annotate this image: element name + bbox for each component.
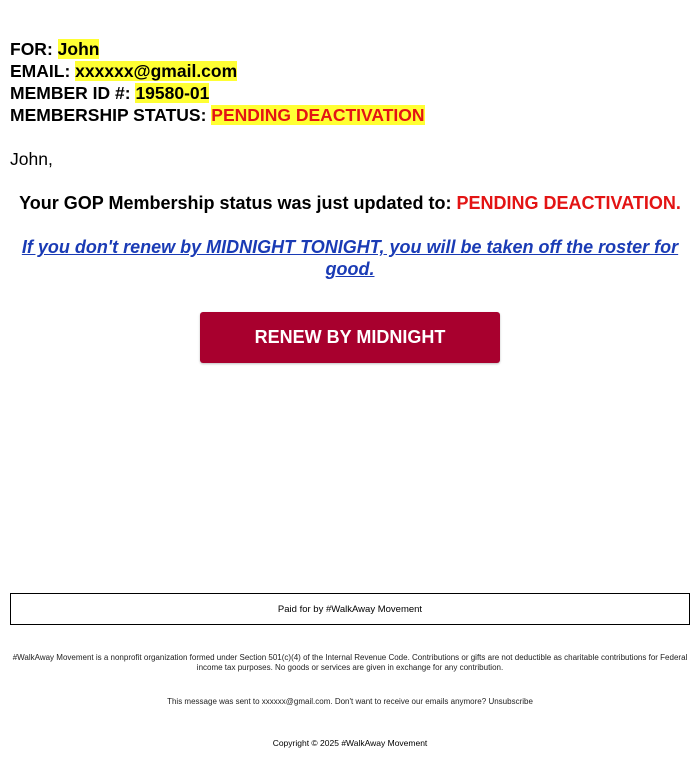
- email-label: EMAIL:: [10, 61, 71, 81]
- status-update-value: PENDING DEACTIVATION.: [456, 193, 681, 213]
- for-line: [10, 38, 425, 60]
- for-value: John: [57, 39, 100, 59]
- status-update-text: Your GOP Membership status was just updated to:: [19, 193, 452, 213]
- renew-warning-link[interactable]: If you don't renew by MIDNIGHT TONIGHT, you will be taken off the roster for good.: [21, 237, 679, 279]
- status-update-line: [0, 192, 700, 214]
- tax-disclaimer: #WalkAway Movement is a nonprofit organization formed under Section 501(c)(4) of the Internal Revenue Code. Contributions or gifts are not deductible as charitable contributions for Federal income tax purposes. No goods or services are given in exchange for any contribution.: [12, 653, 688, 672]
- member-id-line: [10, 82, 425, 104]
- email-line: [10, 60, 425, 82]
- copyright: Copyright © 2025 #WalkAway Movement: [272, 738, 428, 748]
- unsubscribe-link[interactable]: Unsubscribe: [488, 697, 533, 706]
- greeting: John,: [10, 149, 53, 169]
- membership-status-label: MEMBERSHIP STATUS:: [10, 105, 207, 125]
- membership-status-value: PENDING DEACTIVATION: [211, 105, 425, 125]
- member-info-block: [10, 38, 425, 126]
- email-value: xxxxxx@gmail.com: [75, 61, 238, 81]
- paid-for-box: [10, 593, 690, 625]
- membership-status-line: [10, 104, 425, 126]
- renew-button[interactable]: RENEW BY MIDNIGHT: [200, 312, 500, 363]
- for-label: FOR:: [10, 39, 53, 59]
- sent-to-line: [0, 697, 700, 707]
- sent-to-text: This message was sent to xxxxxx@gmail.com. Don't want to receive our emails anymore?: [167, 697, 487, 706]
- paid-for-text: Paid for by #WalkAway Movement: [277, 603, 423, 615]
- member-id-label: MEMBER ID #:: [10, 83, 131, 103]
- member-id-value: 19580-01: [135, 83, 210, 103]
